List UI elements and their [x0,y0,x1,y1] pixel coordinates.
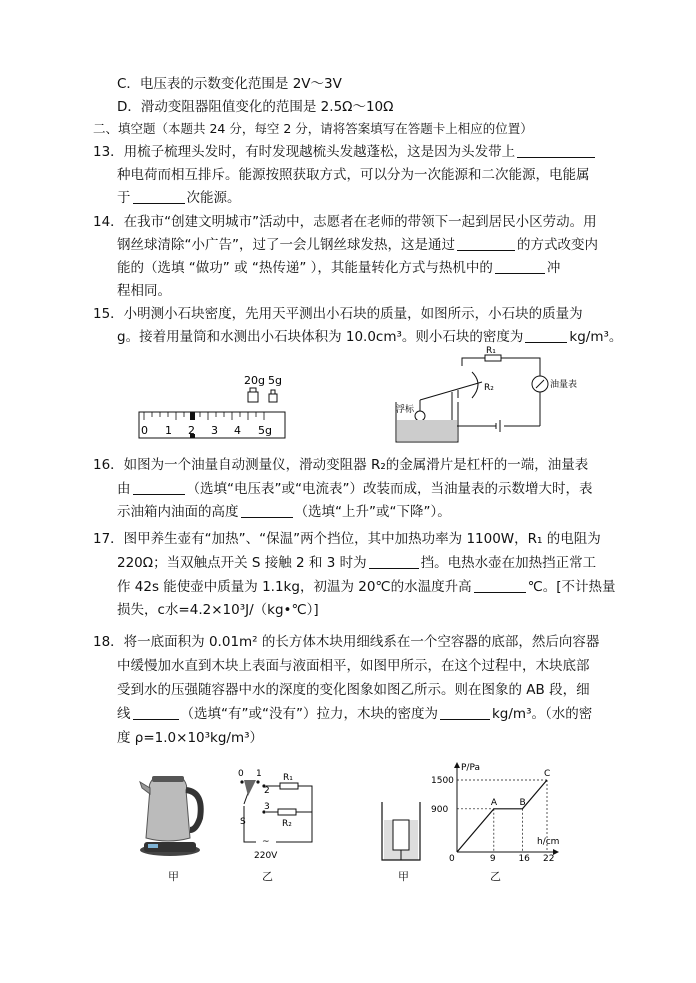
weight-5g-label: 5g [268,374,282,387]
tick-label-4: 4 [234,424,241,437]
resistor-r2 [278,809,296,815]
oil-gauge-figure [392,346,578,448]
q14-line4: 程相同。 [117,283,171,299]
series-line [457,780,547,852]
origin-label: 0 [449,854,455,864]
q14-text2a: 钢丝球清除“小广告”，过了一会儿钢丝球发热，这是通过 [117,237,455,253]
meter-label: 油量表 [550,380,578,390]
y-tick-1500: 1500 [431,776,454,786]
container-figure [378,800,428,862]
q18-line4 [117,704,592,724]
q17-text2b: 挡。电热水壶在加热挡正常工 [420,555,597,571]
kettle-body [146,780,190,841]
tick-label-5g: 5g [258,424,272,437]
option-c: C．电压表的示数变化范围是 2V～3V [117,76,342,92]
fig17-label-yi: 乙 [262,870,273,883]
x-tick-9: 9 [489,854,496,864]
contact-1-label: 1 [256,769,262,779]
q17-line3 [117,577,616,597]
weight-5g [269,390,277,402]
tick-label-1: 1 [165,424,172,437]
q17-blank1[interactable] [369,554,419,569]
q13-line1 [93,142,597,162]
q16-text2b: （选填“电压表”或“电流表”）改装而成，当油量表的示数增大时，表 [186,481,593,497]
r1-label: R₁ [486,346,496,356]
kettle-spout [140,782,150,794]
ac-symbol: ~ [262,837,270,847]
q14-line2 [117,235,598,255]
x-tick-22: 22 [543,854,555,864]
q17-line2 [117,553,596,573]
q17-blank2[interactable] [474,578,526,593]
q18-blank1[interactable] [133,705,179,720]
q13-text3b: 次能源。 [186,190,241,206]
q14-blank1[interactable] [457,236,515,251]
q15-blank[interactable] [525,328,567,343]
q13-blank2[interactable] [133,189,185,204]
q18-text4c: kg/m³。（水的密 [491,706,593,722]
q17-text2a: 220Ω；当双触点开关 S 接触 2 和 3 时为 [117,555,367,571]
pressure-depth-chart [425,760,565,864]
q13-text1: 13．用梳子梳理头发时，有时发现越梳头发越蓬松，这是因为头发带上 [93,144,516,160]
q18-line3: 受到水的压强随容器中水的深度的变化图象如图乙所示。则在图象的 AB 段，细 [117,682,590,698]
contact-2-label: 2 [264,786,270,796]
point-label-C: C [544,769,551,779]
kettle-lid [152,776,184,782]
y-axis-label: P/Pa [461,763,480,773]
q16-text3b: （选填“上升”或“下降”）。 [294,504,451,520]
q15-line1: 15．小明测小石块密度，先用天平测出小石块的质量，如图所示，小石块的质量为 [93,306,583,322]
balance-scale-figure [138,368,288,444]
q16-blank2[interactable] [241,503,293,518]
kettle-display [148,844,158,848]
q13-text3a: 于 [117,190,131,206]
switch-label: S [240,817,246,827]
q16-line3 [117,502,451,522]
q16-text3a: 示油箱内油面的高度 [117,504,239,520]
fig17-label-jia: 甲 [168,870,179,883]
q18-line5: 度 ρ=1.0×10³kg/m³） [117,730,264,746]
wire-right [276,786,312,842]
section-title: 二、填空题（本题共 24 分，每空 2 分，请将答案填写在答题卡上相应的位置） [93,121,533,136]
double-contact-switch [244,780,256,796]
r1-label: R₁ [283,773,293,783]
weight-20g [248,388,258,402]
wire-left [452,392,496,426]
q14-text3b: 冲 [546,260,561,276]
kettle-circuit-figure [226,768,326,862]
x-axis-label: h/cm [537,837,560,847]
rider [190,412,195,420]
q14-text2b: 的方式改变内 [517,237,598,253]
x-tick-16: 16 [518,854,530,864]
q18-text4a: 线 [117,706,131,722]
y-axis-arrow [454,762,460,768]
tick-label-2: 2 [188,424,195,437]
point-label-B: B [519,797,526,808]
contact-1 [256,780,259,783]
wood-block [393,820,409,850]
q16-line1: 16．如图为一个油量自动测量仪，滑动变阻器 R₂的金属滑片是杠杆的一端，油量表 [93,457,589,473]
q14-line3 [117,258,560,278]
tick-label-0: 0 [141,424,148,437]
q13-line2: 种电荷而相互排斥。能源按照获取方式，可以分为一次能源和二次能源，电能属 [117,167,590,183]
q14-blank2[interactable] [495,259,545,274]
r2-label: R₂ [282,819,292,829]
q15-text2b: kg/m³。 [569,329,623,345]
q16-blank1[interactable] [133,480,185,495]
q17-text3a: 作 42s 能使壶中质量为 1.1kg，初温为 20℃的水温度升高 [117,579,472,595]
q14-line1: 14．在我市“创建文明城市”活动中，志愿者在老师的带领下一起到居民小区劳动。用 [93,214,597,230]
fig18-label-yi: 乙 [490,870,501,883]
q15-text2a: g。接着用量筒和水测出小石块体积为 10.0cm³。则小石块的密度为 [117,329,524,345]
q16-text2a: 由 [117,481,131,497]
q17-line1: 17．图甲养生壶有“加热”、“保温”两个挡位，其中加热功率为 1100W，R₁ 的电阻为 [93,531,601,547]
q17-text3b: ℃。[不计热量 [527,579,616,595]
contact-0 [240,780,243,783]
contact-0-label: 0 [238,769,244,779]
oil [397,420,457,441]
voltage-label: 220V [254,851,278,861]
float-label: 浮标 [396,405,415,415]
q13-line3 [117,188,241,208]
q14-text3a: 能的（选填 “做功” 或 “热传递” ），其能量转化方式与热机中的 [117,260,493,276]
q18-blank2[interactable] [440,705,490,720]
y-tick-900: 900 [431,804,449,815]
q13-blank1[interactable] [517,143,595,158]
weight-20g-label: 20g [244,374,265,387]
contact-3-label: 3 [264,802,270,812]
q18-text4b: （选填“有”或“没有”）拉力，木块的密度为 [180,706,438,722]
q15-line2 [117,327,622,347]
q17-line4: 损失，c水=4.2×10³J/（kg•℃）] [117,602,319,618]
kettle-figure [138,768,212,860]
q18-line2: 中缓慢加水直到木块上表面与液面相平，如图甲所示，在这个过程中，木块底部 [117,658,590,674]
option-d: D．滑动变阻器阻值变化的范围是 2.5Ω～10Ω [117,99,394,115]
q18-line1: 18．将一底面积为 0.01m² 的长方体木块用细线系在一个空容器的底部，然后向容器 [93,634,600,650]
resistor-r1 [280,783,298,789]
wire-left [244,806,256,842]
float [415,411,425,421]
point-label-A: A [490,797,497,808]
fig18-label-jia: 甲 [398,870,409,883]
r2-label: R₂ [484,383,494,393]
q16-line2 [117,479,592,499]
tick-label-3: 3 [211,424,218,437]
